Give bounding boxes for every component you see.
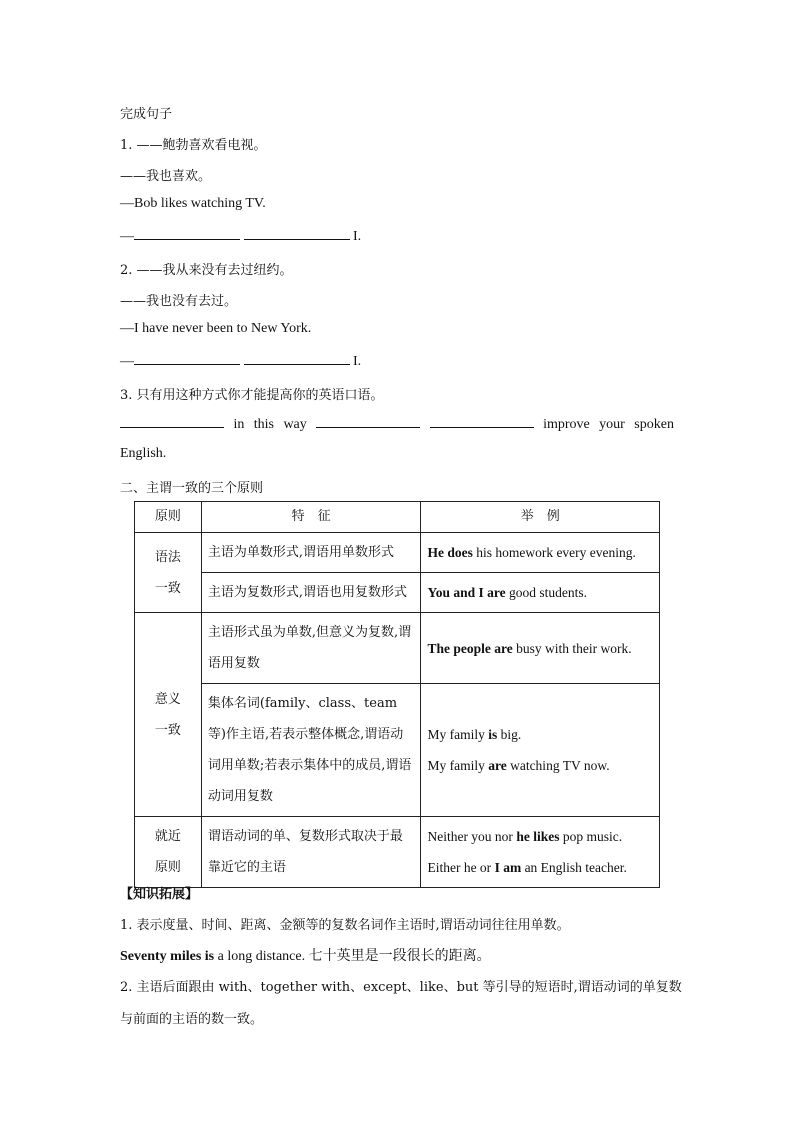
q1-chinese-line-a: 1. ——鲍勃喜欢看电视。 [120,138,267,153]
feature-cell: 集体名词(family、class、team 等)作主语,若表示整体概念,谓语动词用单数;若表示集体中的成员,谓语动词用复数 [201,684,421,817]
q1-blank-2[interactable] [244,227,350,240]
dash: — [120,354,134,369]
principle-label: 就近 [154,829,181,844]
example-text: pop music. [559,829,623,844]
example-bold: are [488,758,507,773]
principle-label: 一致 [154,580,181,596]
q2-end: I. [353,354,362,369]
example-cell [421,684,660,817]
q2-english-line: —I have never been to New York. [120,321,312,336]
feature-cell: 主语为单数形式,谓语用单数形式 [201,533,421,573]
table-row [135,684,660,817]
dash: — [120,229,134,244]
section-heading-subject-verb-agreement: 二、主谓一致的三个原则 [120,481,264,496]
q2-blank-1[interactable] [134,352,240,365]
example-bold: He does [427,545,473,560]
q1-blank-1[interactable] [134,227,240,240]
agreement-rules-table [134,501,660,888]
example-text: busy with their work. [512,640,632,656]
q1-answer-line [120,227,361,245]
q3-word-spoken: spoken [634,417,674,432]
section-heading-complete-sentences: 完成句子 [120,107,173,122]
example-text: My family [427,727,489,742]
q3-word-way: way [283,417,307,432]
example-bold: You and I are [427,585,506,600]
q2-answer-line [120,352,361,370]
q2-chinese-line-b: ——我也没有去过。 [120,294,238,309]
q3-word-your: your [599,417,625,432]
example-cell [421,817,660,888]
q3-chinese-line: 3. 只有用这种方式你才能提高你的英语口语。 [120,388,384,403]
header-principle: 原则 [135,502,202,533]
table-row [135,817,660,888]
q3-word-improve: improve [543,417,590,432]
example-cell [421,573,660,613]
principle-grammar [135,533,202,613]
example-text: Neither you nor [427,829,517,844]
table-header-row [135,502,660,533]
q3-blank-3[interactable] [430,415,534,428]
principle-label: 一致 [154,722,181,738]
example-cell [421,613,660,684]
principle-label: 意义 [154,691,181,707]
example-bold: is [488,727,498,742]
header-feature: 特 征 [201,502,421,533]
example-text: his homework every evening. [472,545,636,560]
feature-cell: 主语形式虽为单数,但意义为复数,谓语用复数 [201,613,421,684]
example-text: watching TV now. [506,758,610,773]
principle-label: 原则 [154,860,181,875]
feature-cell: 主语为复数形式,谓语也用复数形式 [201,573,421,613]
example-text: My family [427,758,489,773]
q3-blank-1[interactable] [120,415,224,428]
expansion-point-2-cont: 与前面的主语的数一致。 [120,1012,264,1027]
q3-tail: English. [120,446,167,461]
header-example: 举 例 [421,502,660,533]
principle-proximity [135,817,202,888]
example-cell [421,533,660,573]
q2-blank-2[interactable] [244,352,350,365]
example-bold: I am [494,860,522,875]
table-row [135,533,660,573]
table-row [135,613,660,684]
q3-blank-2[interactable] [316,415,420,428]
table-row [135,573,660,613]
principle-meaning [135,613,202,817]
q2-chinese-line-a: 2. ——我从来没有去过纽约。 [120,263,293,278]
expansion-point-1: 1. 表示度量、时间、距离、金额等的复数名词作主语时,谓语动词往往用单数。 [120,918,570,933]
section-heading-knowledge-expansion: 【知识拓展】 [120,887,199,902]
principle-label: 语法 [154,549,181,565]
example-text: good students. [505,585,587,600]
q1-end: I. [353,229,362,244]
example-bold: The people are [427,640,513,656]
expansion-example-1 [120,945,491,965]
example-bold: Seventy miles is [120,949,215,964]
q3-word-this: this [253,417,274,432]
example-text: an English teacher. [521,860,627,875]
expansion-point-2: 2. 主语后面跟由 with、together with、except、like、but 等引导的短语时,谓语动词的单复数 [120,980,682,995]
example-text: a long distance. 七十英里是一段很长的距离。 [214,949,491,964]
example-text: Either he or [427,860,495,875]
example-text: big. [497,727,522,742]
example-bold: he likes [516,829,560,844]
feature-cell: 谓语动词的单、复数形式取决于最靠近它的主语 [201,817,421,888]
q1-chinese-line-b: ——我也喜欢。 [120,169,212,184]
q3-answer-line [120,415,674,433]
q3-word-in: in [233,417,245,432]
q1-english-line: —Bob likes watching TV. [120,196,266,211]
